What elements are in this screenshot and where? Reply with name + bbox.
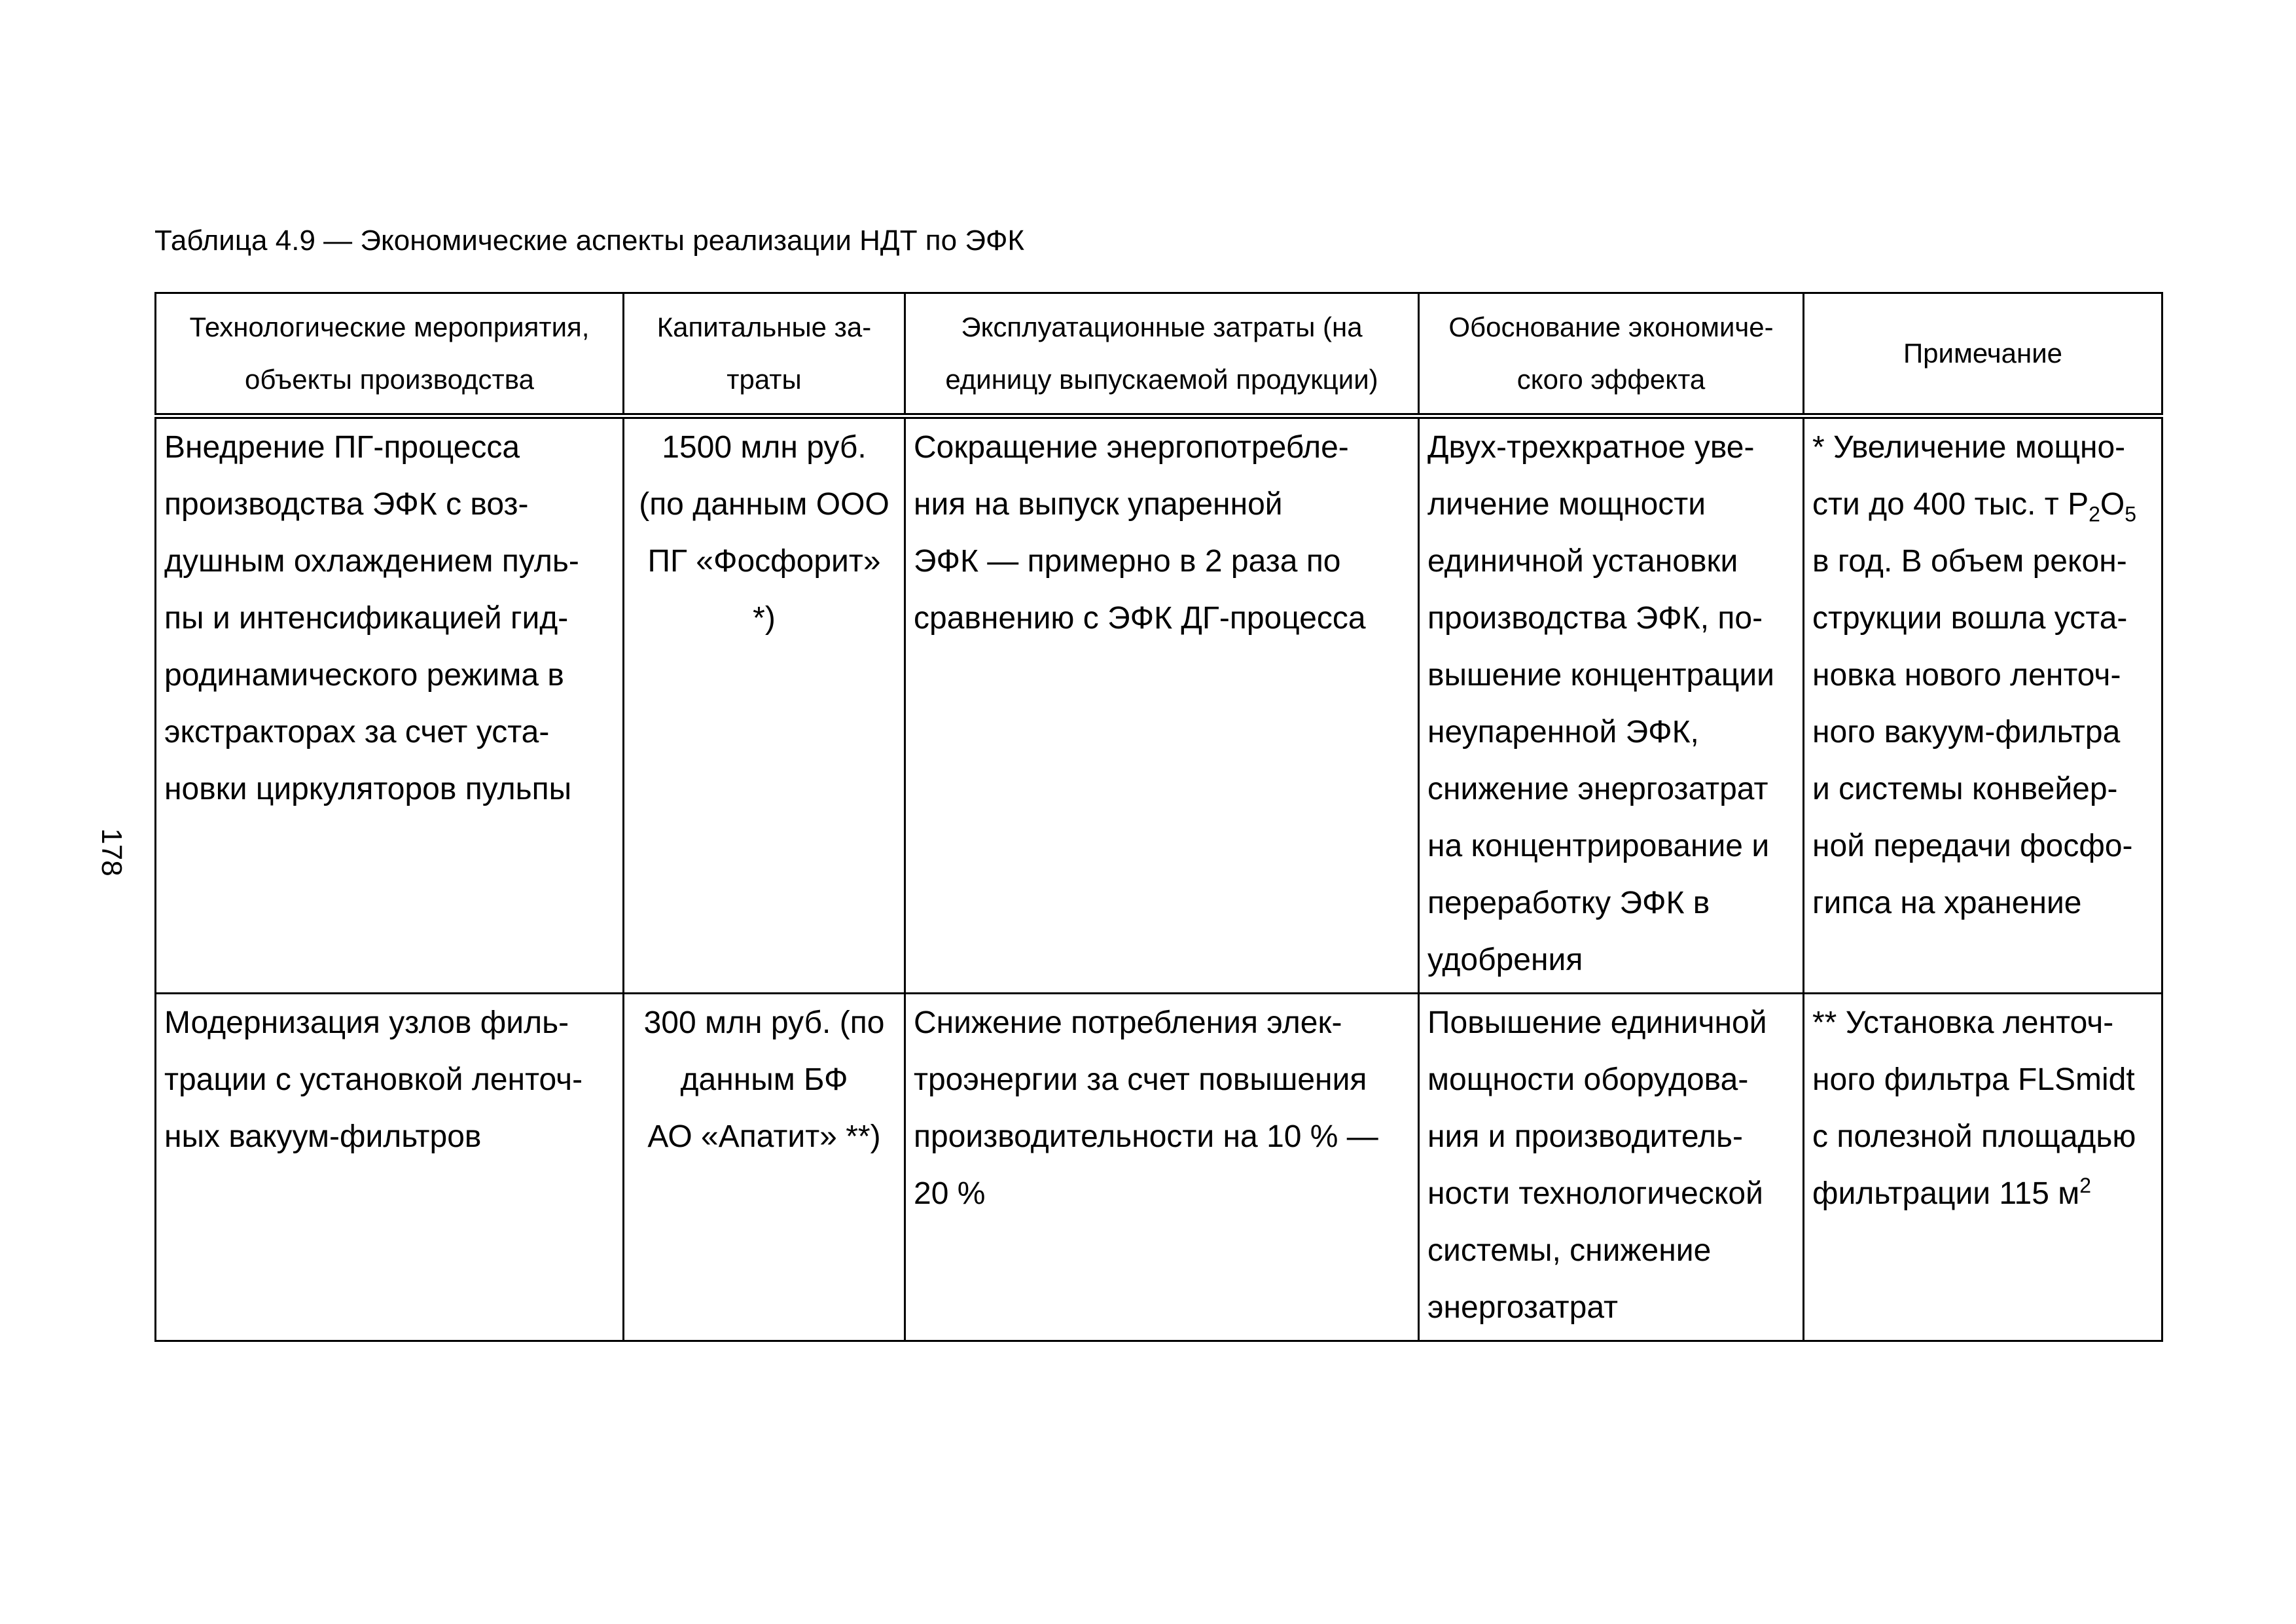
cell-economic-rationale <box>1419 416 1804 994</box>
header-text: ского эффекта <box>1516 364 1706 395</box>
cell-line: * Увеличение мощно- <box>1812 430 2126 465</box>
cell-line: (по данным ООО <box>639 487 889 522</box>
cell-line: ного фильтра FLSmidt <box>1812 1062 2135 1097</box>
header-text: Эксплуатационные затраты (на <box>961 312 1363 342</box>
cell-line: производства ЭФК, по- <box>1427 601 1763 636</box>
header-text: объекты производства <box>245 364 534 395</box>
cell-line: энергозатрат <box>1427 1290 1618 1325</box>
cell-line: ЭФК — примерно в 2 раза по <box>914 544 1341 579</box>
cell-line: Модернизация узлов филь- <box>164 1005 569 1040</box>
cell-line: душным охлаждением пуль- <box>164 544 579 579</box>
cell-measures <box>156 416 624 994</box>
cell-line: ных вакуум-фильтров <box>164 1119 482 1154</box>
cell-line: переработку ЭФК в <box>1427 886 1710 920</box>
cell-line: экстракторах за счет уста- <box>164 715 550 749</box>
cell-line: гипса на хранение <box>1812 886 2082 920</box>
header-text: траты <box>726 364 802 395</box>
header-note <box>1804 293 2162 416</box>
cell-line: 1500 млн руб. <box>662 430 867 465</box>
table-container <box>154 292 2161 1342</box>
subscript: 2 <box>2089 502 2100 526</box>
header-text: Примечание <box>1903 338 2063 369</box>
cell-line: Повышение единичной <box>1427 1005 1767 1040</box>
cell-capital-costs <box>624 994 905 1341</box>
cell-note <box>1804 416 2162 994</box>
cell-line: производства ЭФК с воз- <box>164 487 529 522</box>
cell-line: трации с установкой ленточ- <box>164 1062 583 1097</box>
cell-measures <box>156 994 624 1341</box>
cell-capital-costs <box>624 416 905 994</box>
cell-line: ПГ «Фосфорит» <box>647 544 881 579</box>
table-row <box>156 994 2162 1341</box>
cell-line: удобрения <box>1427 943 1583 977</box>
cell-line: на концентрирование и <box>1427 829 1770 863</box>
table-header-row <box>156 293 2162 416</box>
cell-line: Сокращение энергопотребле- <box>914 430 1349 465</box>
cell-line-area <box>1812 1165 2153 1222</box>
cell-line: 20 % <box>914 1176 986 1211</box>
cell-note <box>1804 994 2162 1341</box>
formula-text: O <box>2100 487 2125 522</box>
table-caption: Таблица 4.9 — Экономические аспекты реализации НДТ по ЭФК <box>154 225 1025 257</box>
page-number: 178 <box>96 828 128 876</box>
cell-line: ной передачи фосфо- <box>1812 829 2133 863</box>
header-operating-costs <box>905 293 1419 416</box>
cell-operating-costs <box>905 994 1419 1341</box>
cell-line: ности технологической <box>1427 1176 1763 1211</box>
cell-line: в год. В объем рекон- <box>1812 544 2127 579</box>
header-text: Технологические мероприятия, <box>189 312 590 342</box>
cell-line: сравнению с ЭФК ДГ-процесса <box>914 601 1366 636</box>
subscript: 5 <box>2125 502 2137 526</box>
cell-line: ного вакуум-фильтра <box>1812 715 2121 749</box>
formula-text: сти до 400 тыс. т P <box>1812 487 2089 522</box>
cell-line: мощности оборудова- <box>1427 1062 1749 1097</box>
cell-operating-costs <box>905 416 1419 994</box>
cell-line: Внедрение ПГ-процесса <box>164 430 520 465</box>
header-economic-rationale <box>1419 293 1804 416</box>
cell-line-formula <box>1812 476 2153 533</box>
cell-line: новки циркуляторов пульпы <box>164 772 572 806</box>
cell-line: системы, снижение <box>1427 1233 1712 1268</box>
cell-line: ния и производитель- <box>1427 1119 1743 1154</box>
cell-line: пы и интенсификацией гид- <box>164 601 569 636</box>
area-text: фильтрации 115 м <box>1812 1176 2080 1211</box>
cell-line: Снижение потребления элек- <box>914 1005 1342 1040</box>
cell-line: ния на выпуск упаренной <box>914 487 1283 522</box>
cell-line: вышение концентрации <box>1427 658 1774 693</box>
cell-line: АО «Апатит» **) <box>647 1119 881 1154</box>
cell-line: с полезной площадью <box>1812 1119 2136 1154</box>
cell-line: родинамического режима в <box>164 658 564 693</box>
cell-line: снижение энергозатрат <box>1427 772 1768 806</box>
header-text: единицу выпускаемой продукции) <box>945 364 1378 395</box>
cell-line: ** Установка ленточ- <box>1812 1005 2114 1040</box>
cell-line: 300 млн руб. (по <box>643 1005 885 1040</box>
header-text: Обоснование экономиче- <box>1448 312 1774 342</box>
header-capital-costs <box>624 293 905 416</box>
cell-line: Двух-трехкратное уве- <box>1427 430 1755 465</box>
table-row <box>156 416 2162 994</box>
economic-aspects-table <box>154 292 2163 1342</box>
cell-economic-rationale <box>1419 994 1804 1341</box>
cell-line: данным БФ <box>680 1062 848 1097</box>
cell-line: единичной установки <box>1427 544 1738 579</box>
cell-line: личение мощности <box>1427 487 1706 522</box>
cell-line: новка нового ленточ- <box>1812 658 2121 693</box>
cell-line: и системы конвейер- <box>1812 772 2118 806</box>
cell-line: производительности на 10 % — <box>914 1119 1378 1154</box>
header-text: Капитальные за- <box>656 312 872 342</box>
cell-line: *) <box>753 601 776 636</box>
cell-line: троэнергии за счет повышения <box>914 1062 1367 1097</box>
cell-line: струкции вошла уста- <box>1812 601 2128 636</box>
superscript: 2 <box>2079 1174 2092 1197</box>
cell-line: неупаренной ЭФК, <box>1427 715 1699 749</box>
header-measures <box>156 293 624 416</box>
